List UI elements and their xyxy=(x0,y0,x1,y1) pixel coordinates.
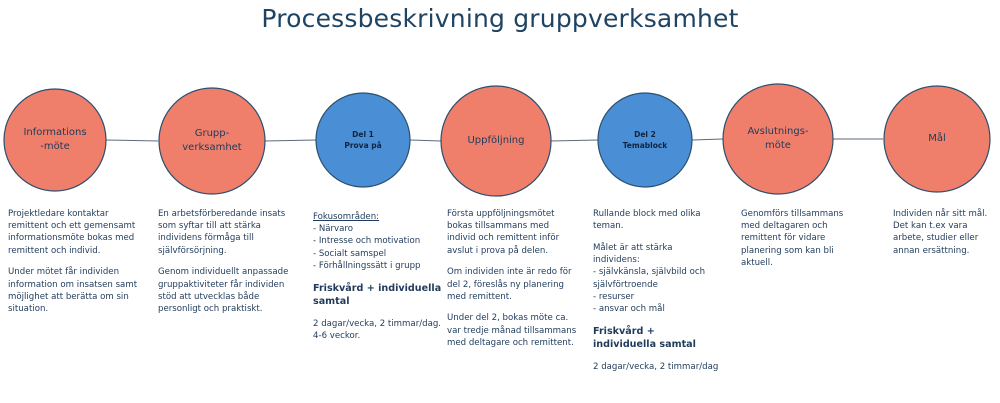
desc-informationsmote xyxy=(8,208,146,325)
desc-list: Målet är att stärka individens: - självkänsla, självbild och självförtroende - resurser - ansvar och mål xyxy=(593,242,706,314)
node-del1-label: Del 1 Prova på xyxy=(344,129,382,150)
desc-paragraph: Projektledare kontaktar remittent och ett gemensamt informationsmöte bokas med remittent och individ. xyxy=(8,209,136,256)
connector-4 xyxy=(551,140,598,141)
desc-paragraph: Genomförs tillsammans med deltagaren och remittent för vidare planering som kan bli aktuell. xyxy=(741,209,844,268)
desc-uppfoljning xyxy=(447,208,577,359)
connector-2 xyxy=(265,140,316,141)
node-informationsmote-label: Informations -möte xyxy=(23,126,87,152)
desc-gruppverksamhet xyxy=(158,208,296,325)
desc-paragraph: 2 dagar/vecka, 2 timmar/dag. 4-6 veckor. xyxy=(313,319,442,342)
desc-bold: Friskvård + individuella samtal xyxy=(593,325,696,351)
desc-paragraph: Genom individuellt anpassade gruppaktiviteter får individen stöd att utvecklas både personligt och praktiskt. xyxy=(158,267,289,314)
desc-paragraph: Under mötet får individen information om insatsen samt möjlighet att berätta om sin situation. xyxy=(8,267,138,314)
desc-paragraph: Om individen inte är redo för del 2, föreslås ny planering med remittent. xyxy=(447,267,572,302)
connector-5 xyxy=(692,139,723,140)
desc-del2 xyxy=(593,208,721,383)
desc-heading: Fokusområden: xyxy=(313,212,380,222)
page-title: Processbeskrivning gruppverksamhet xyxy=(261,4,739,33)
desc-paragraph: Under del 2, bokas möte ca. var tredje månad tillsammans med deltagare och remittent. xyxy=(447,313,577,348)
desc-del1 xyxy=(313,211,443,352)
desc-paragraph: Rullande block med olika teman. xyxy=(593,209,701,232)
node-gruppverksamhet-label: Grupp- verksamhet xyxy=(182,127,242,153)
desc-paragraph: Första uppföljningsmötet bokas tillsammans med individ och remittent inför avslut i prova på delen. xyxy=(447,209,560,256)
desc-paragraph: En arbetsförberedande insats som syftar till att stärka individens förmåga till självförsörjning. xyxy=(158,209,286,256)
desc-avslutningsmote xyxy=(741,208,861,279)
node-avslutningsmote-label: Avslutnings- möte xyxy=(747,125,809,151)
desc-list: - Närvaro - Intresse och motivation - Socialt samspel - Förhållningssätt i grupp xyxy=(313,224,421,271)
node-uppfoljning-label: Uppföljning xyxy=(467,134,525,146)
node-del2-label: Del 2 Temablock xyxy=(622,129,668,150)
connector-1 xyxy=(105,140,158,141)
desc-mal xyxy=(893,208,993,266)
desc-paragraph: 2 dagar/vecka, 2 timmar/dag xyxy=(593,362,719,373)
desc-paragraph: Individen når sitt mål. Det kan t.ex vara arbete, studier eller annan ersättning. xyxy=(893,209,988,256)
connector-3 xyxy=(410,140,441,141)
node-mal-label: Mål xyxy=(928,132,946,144)
desc-bold: Friskvård + individuella samtal xyxy=(313,282,442,308)
